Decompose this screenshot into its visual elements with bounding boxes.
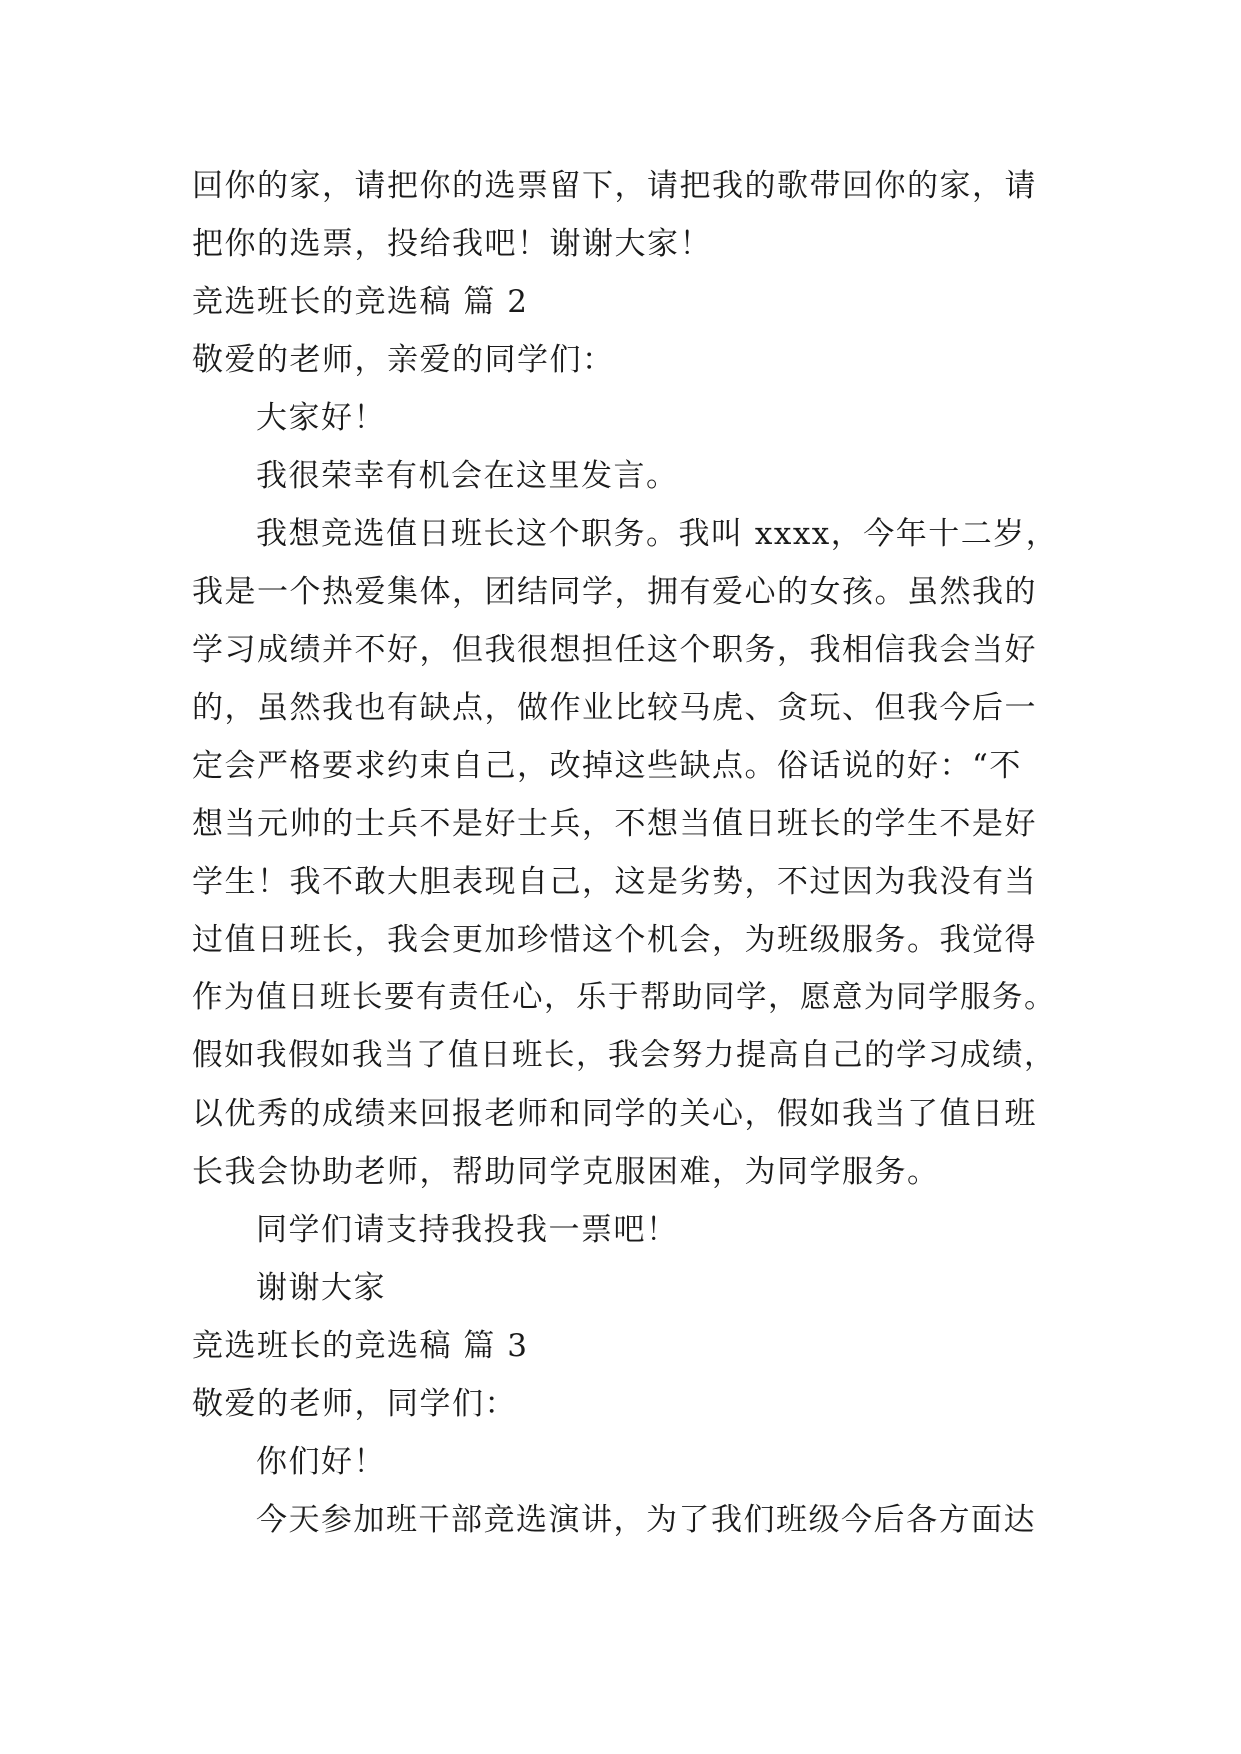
body-text-line: 学习成绩并不好，但我很想担任这个职务，我相信我会当好 (192, 632, 1037, 668)
body-text-line: 我很荣幸有机会在这里发言。 (256, 458, 679, 494)
section-heading: 竞选班长的竞选稿 篇 2 (192, 284, 529, 320)
body-text-line: 把你的选票，投给我吧！谢谢大家！ (192, 226, 712, 262)
body-text-line: 今天参加班干部竞选演讲，为了我们班级今后各方面达 (256, 1502, 1036, 1538)
body-text-line: 我是一个热爱集体，团结同学，拥有爱心的女孩。虽然我的 (192, 574, 1037, 610)
salutation: 敬爱的老师，同学们： (192, 1386, 517, 1422)
body-text-line: 长我会协助老师，帮助同学克服困难，为同学服务。 (192, 1154, 940, 1190)
salutation: 敬爱的老师，亲爱的同学们： (192, 342, 615, 378)
greeting: 你们好！ (256, 1444, 386, 1480)
body-text-line: 学生！我不敢大胆表现自己，这是劣势，不过因为我没有当 (192, 864, 1037, 900)
body-text-line: 过值日班长，我会更加珍惜这个机会，为班级服务。我觉得 (192, 922, 1037, 958)
closing-line: 谢谢大家 (256, 1270, 386, 1306)
body-text-line: 回你的家，请把你的选票留下，请把我的歌带回你的家，请 (192, 168, 1037, 204)
body-text-line: 假如我假如我当了值日班长，我会努力提高自己的学习成绩， (192, 1038, 1056, 1073)
body-text-line: 以优秀的成绩来回报老师和同学的关心，假如我当了值日班 (192, 1096, 1037, 1132)
greeting: 大家好！ (256, 400, 386, 436)
body-text-line: 同学们请支持我投我一票吧！ (256, 1212, 679, 1248)
body-text-line: 想当元帅的士兵不是好士兵，不想当值日班长的学生不是好 (192, 806, 1037, 842)
body-text-line: 作为值日班长要有责任心，乐于帮助同学，愿意为同学服务。 (192, 980, 1056, 1015)
body-text-line: 定会严格要求约束自己，改掉这些缺点。俗话说的好：“不 (192, 748, 1022, 784)
body-text-line: 我想竞选值日班长这个职务。我叫 xxxx，今年十二岁， (256, 516, 1059, 552)
section-heading: 竞选班长的竞选稿 篇 3 (192, 1328, 529, 1364)
body-text-line: 的，虽然我也有缺点，做作业比较马虎、贪玩、但我今后一 (192, 690, 1037, 726)
